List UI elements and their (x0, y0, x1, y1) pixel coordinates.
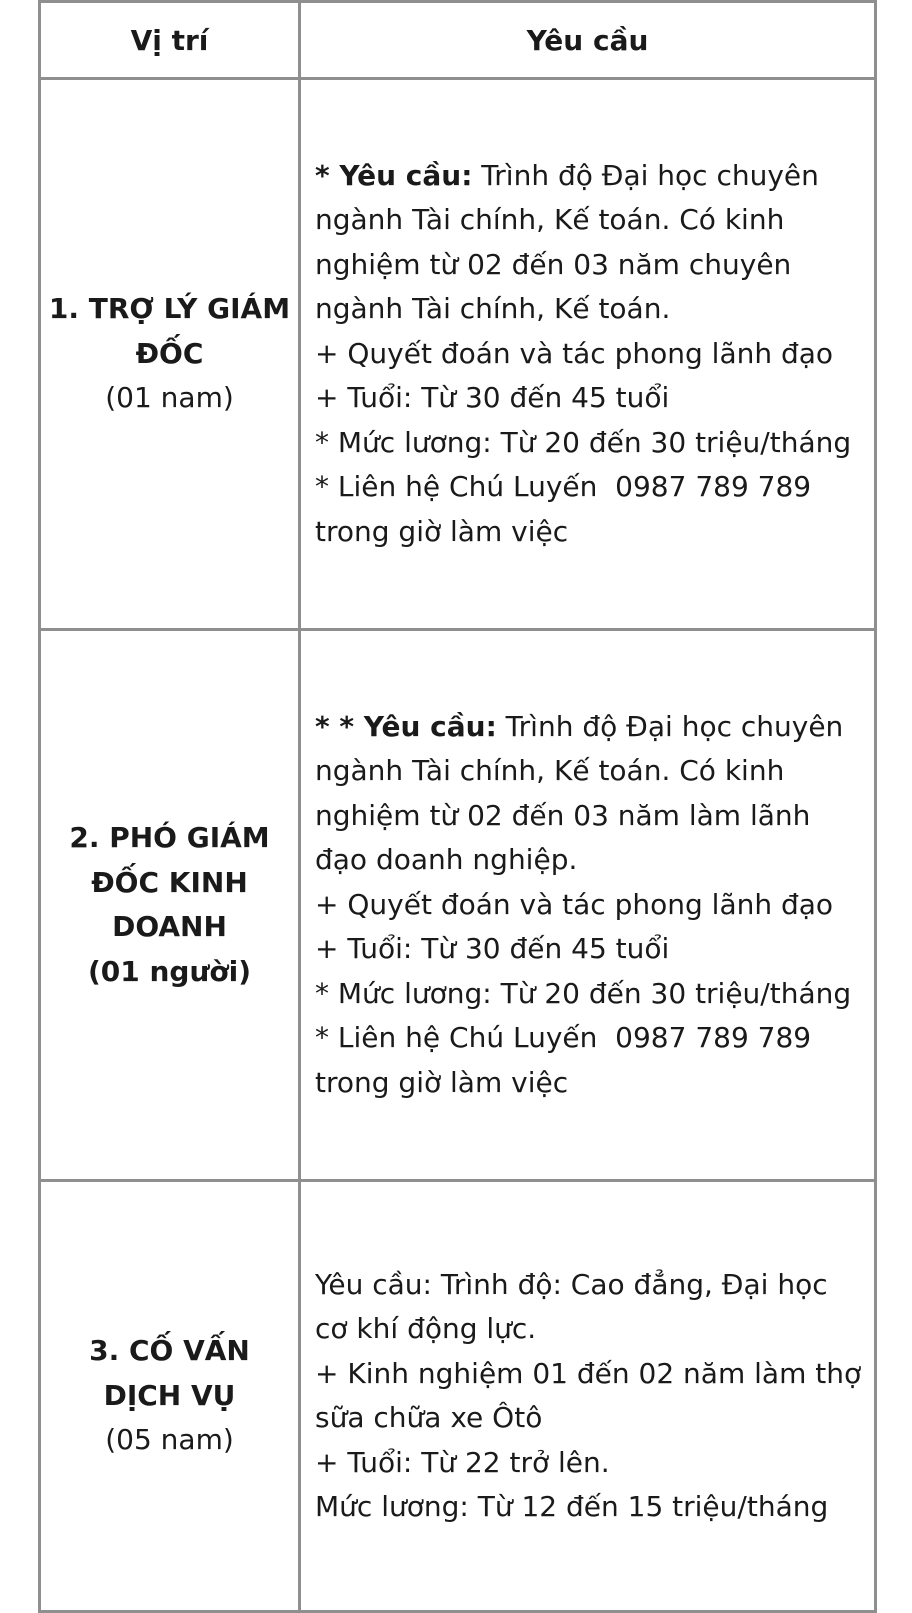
requirement-salary: * Mức lương: Từ 20 đến 30 triệu/tháng (315, 976, 852, 1010)
position-title: 1. TRỢ LÝ GIÁM ĐỐC (48, 292, 291, 370)
requirement-intro: Yêu cầu: Trình độ: Cao đẳng, Đại học cơ khí động lực. (315, 1267, 837, 1345)
position-title: 3. CỐ VẤN DỊCH VỤ (89, 1334, 250, 1412)
table-row (40, 79, 876, 630)
header-position: Vị trí (40, 2, 300, 79)
requirement-intro (315, 154, 864, 332)
position-cell (40, 630, 300, 1181)
requirement-text: Trình độ Đại học chuyên ngành Tài chính, Kế toán. Có kinh nghiệm từ 02 đến 03 năm chuyên ngành Tài chính, Kế toán. (315, 158, 828, 326)
table-row (40, 630, 876, 1181)
position-count: (05 nam) (105, 1423, 234, 1457)
table-row (40, 1181, 876, 1612)
requirement-age: + Tuổi: Từ 30 đến 45 tuổi (315, 381, 670, 415)
requirement-age: + Tuổi: Từ 22 trở lên. (315, 1445, 610, 1479)
position-cell (40, 79, 300, 630)
position-cell (40, 1181, 300, 1612)
job-requirements-table (38, 0, 877, 1613)
requirement-intro (315, 705, 864, 883)
table-header-row (40, 2, 876, 79)
requirement-contact: * Liên hệ Chú Luyến 0987 789 789 trong giờ làm việc (315, 1021, 838, 1099)
header-requirements: Yêu cầu (300, 2, 876, 79)
position-count: (01 người) (87, 954, 252, 988)
requirement-salary: * Mức lương: Từ 20 đến 30 triệu/tháng (315, 425, 852, 459)
requirement-experience: + Kinh nghiệm 01 đến 02 năm làm thợ sữa chữa xe Ôtô (315, 1356, 871, 1434)
requirement-text: Trình độ Đại học chuyên ngành Tài chính, Kế toán. Có kinh nghiệm từ 02 đến 03 năm làm lãnh đạo doanh nghiệp. (315, 709, 853, 877)
requirements-cell (300, 1181, 876, 1612)
requirement-decisiveness: + Quyết đoán và tác phong lãnh đạo (315, 336, 834, 370)
requirement-contact: * Liên hệ Chú Luyến 0987 789 789 trong giờ làm việc (315, 470, 838, 548)
job-table-container (38, 0, 874, 1613)
requirement-age: + Tuổi: Từ 30 đến 45 tuổi (315, 932, 670, 966)
requirement-label: * * Yêu cầu: (315, 709, 497, 743)
position-title: 2. PHÓ GIÁM ĐỐC KINH DOANH (69, 821, 270, 943)
position-count: (01 nam) (105, 381, 234, 415)
requirement-decisiveness: + Quyết đoán và tác phong lãnh đạo (315, 887, 834, 921)
requirements-cell (300, 79, 876, 630)
requirement-label: * Yêu cầu: (315, 158, 473, 192)
requirements-cell (300, 630, 876, 1181)
requirement-salary: Mức lương: Từ 12 đến 15 triệu/tháng (315, 1490, 829, 1523)
